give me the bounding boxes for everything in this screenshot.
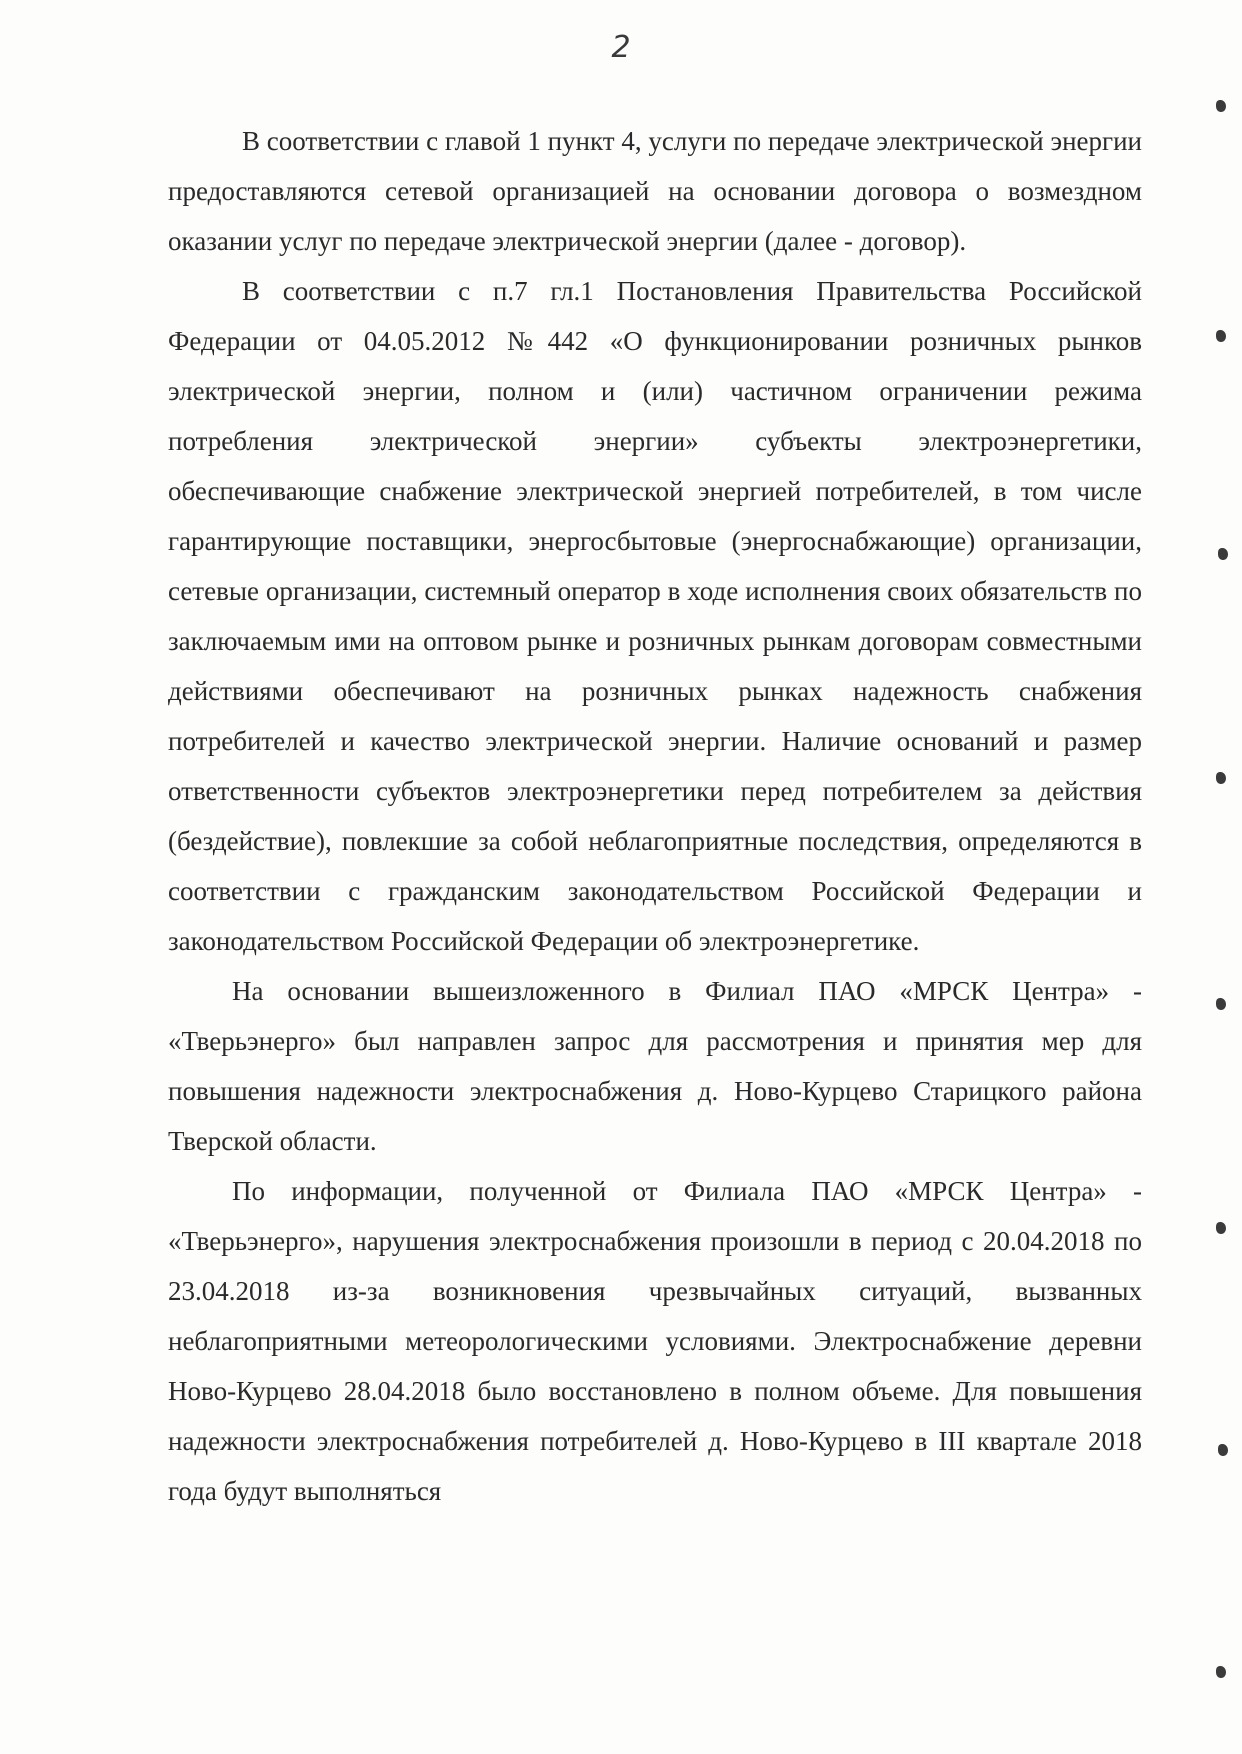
punch-hole-mark — [1216, 330, 1226, 342]
paragraph-government-decree: В соответствии с п.7 гл.1 Постановления Правительства Российской Федерации от 04.05.2012 №442 «О функционировании розничных рынков электрической энергии, полном и (или) частичном ограничении режима потребления электрической энергии» субъекты электроэнергетики, обеспечивающие снабжение электрической энергией потребителей, в том числе гарантирующие поставщики, энергосбытовые (энергоснабжающие) организации, сетевые организации, системный оператор в ходе исполнения своих обязательств по заключаемым ими на оптовом рынке и розничных рынкам договорам совместными действиями обеспечивают на розничных рынках надежность снабжения потребителей и качество электрической энергии. Наличие оснований и размер ответственности субъектов электроэнергетики перед потребителем за действия (бездействие), повлекшие за собой неблагоприятные последствия, определяются в соответствии с гражданским законодательством Российской Федерации и законодательством Российской Федерации об электроэнергетике. — [168, 276, 1142, 956]
page-number: 2 — [611, 30, 631, 65]
punch-hole-mark — [1216, 998, 1226, 1010]
document-body — [168, 116, 1142, 1516]
punch-hole-mark — [1216, 772, 1226, 784]
punch-hole-mark — [1216, 1666, 1226, 1678]
punch-hole-mark — [1216, 1222, 1226, 1234]
paragraph-service-agreement: В соответствии с главой 1 пункт 4, услуги по передаче электрической энергии предоставляются сетевой организацией на основании договора о возмездном оказании услуг по передаче электрической энергии (далее - договор). — [168, 126, 1142, 256]
paragraph-outage-information: По информации, полученной от Филиала ПАО «МРСК Центра» - «Тверьэнерго», нарушения электроснабжения произошли в период с 20.04.2018 по 23.04.2018 из-за возникновения чрезвычайных ситуаций, вызванных неблагоприятными метеорологическими условиями. Электроснабжение деревни Ново-Курцево 28.04.2018 было восстановлено в полном объеме. Для повышения надежности электроснабжения потребителей д. Ново-Курцево в III квартале 2018 года будут выполняться — [168, 1176, 1142, 1506]
punch-hole-mark — [1218, 1444, 1228, 1456]
paragraph-request-sent: На основании вышеизложенного в Филиал ПАО «МРСК Центра» - «Тверьэнерго» был направлен запрос для рассмотрения и принятия мер для повышения надежности электроснабжения д. Ново-Курцево Старицкого района Тверской области. — [168, 976, 1142, 1156]
punch-hole-mark — [1216, 100, 1226, 112]
punch-hole-mark — [1218, 548, 1228, 560]
